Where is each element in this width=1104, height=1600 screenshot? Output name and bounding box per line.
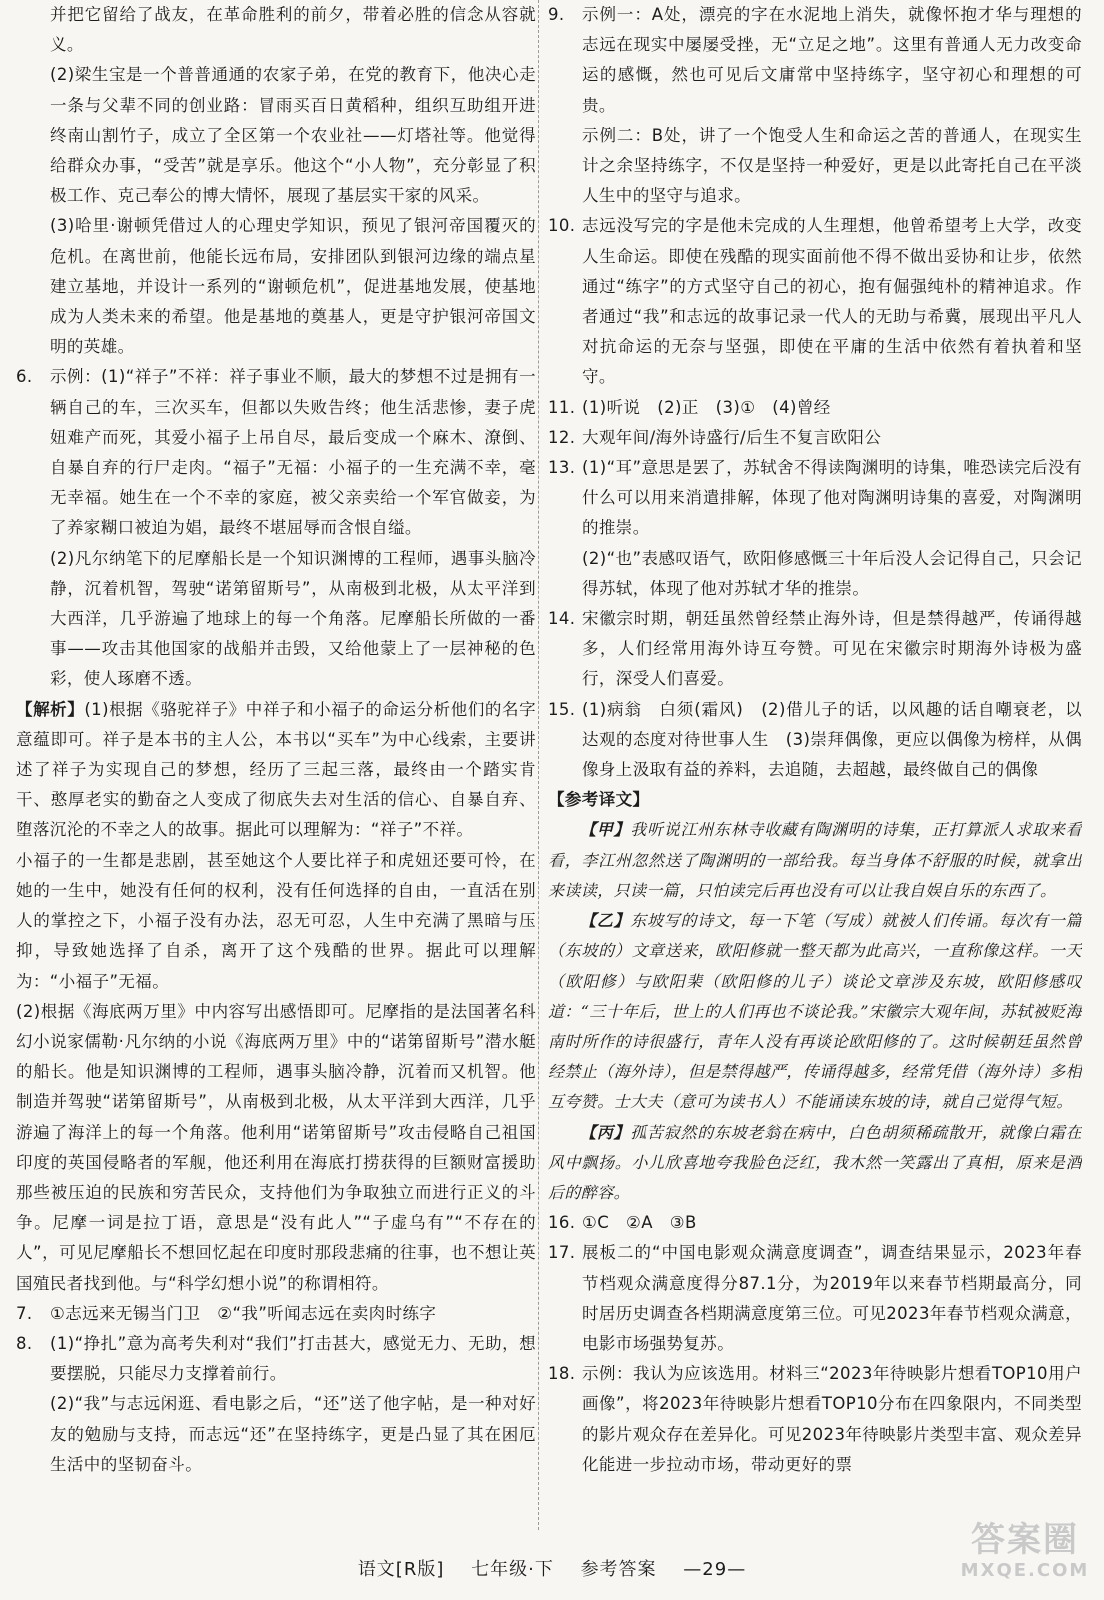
answer-17 [548,1238,1082,1359]
answer-5-part1-tail: 并把它留给了战友，在革命胜利的前夕，带着必胜的信念从容就义。 [50,5,536,55]
answer-6-part1: 示例：(1)“祥子”不祥：祥子事业不顺，最大的梦想不过是拥有一辆自己的车，三次买车，但都以失败告终；他生活悲惨，妻子虎妞难产而死，其爱小福子上吊自尽，最后变成一个麻木、潦倒、自暴自弃的行尸走肉。“福子”无福：小福子的一生充满不幸，毫无幸福。她生在一个不幸的家庭，被父亲卖给一个军官做妾，为了养家糊口被迫为娼，最终不堪屈辱而含恨自缢。 [50,367,536,538]
translation-yi-text: 东坡写的诗文，每一下笔（写成）就被人们传诵。每次有一篇（东坡的）文章送来，欧阳修就一整天都为此高兴，一直称像这样。一天（欧阳修）与欧阳棐（欧阳修的儿子）谈论文章涉及东坡，欧阳修感叹道：“三十年后，世上的人们再也不谈论我。”宋徽宗大观年间，苏轼被贬海南时所作的诗很盛行，青年人没有再谈论欧阳修的了。这时候朝廷虽然曾经禁止（海外诗），但是禁得越严，传诵得越多，经常凭借（海外诗）多相互夸赞。士大夫（意可为读书人）不能诵读东坡的诗，就自己觉得气短。 [548,911,1082,1112]
answer-17-text: 展板二的“中国电影观众满意度调查”，调查结果显示，2023年春节档观众满意度得分87.1分，为2019年以来春节档期最高分，同时居历史调查各档期满意度第三位。可见2023年春节档观众满意，电影市场强势复苏。 [582,1243,1082,1353]
answer-9 [548,0,1082,121]
question-number: 11. [548,397,576,417]
reference-translation-tag: 【参考译文】 [548,790,650,810]
watermark-url: MXQE.COM [960,1560,1090,1581]
answer-9-example2: 示例二：B处，讲了一个饱受人生和命运之苦的普通人，在现实生计之余坚持练字，不仅是坚持一种爱好，更是以此寄托自己在平淡人生中的坚守与追求。 [582,125,1082,206]
answer-9-example1: 示例一：A处，漂亮的字在水泥地上消失，就像怀抱才华与理想的志远在现实中屡屡受挫，无“立足之地”。这里有普通人无力改变命运的感慨，然也可见后文庸常中坚持练字，坚守初心和理想的可贵。 [582,5,1082,115]
answer-10 [548,211,1082,392]
answer-10-text: 志远没写完的字是他未完成的人生理想，他曾希望考上大学，改变人生命运。即使在残酷的现实面前他不得不做出妥协和让步，依然通过“练字”的方式坚守自己的初心，抱有倔强纯朴的精神追求。作者通过“我”和志远的故事记录一代人的无助与希冀，展现出平凡人对抗命运的无奈与坚强，即使在平庸的生活中依然有着执着和坚守。 [582,216,1082,387]
answer-14 [548,604,1082,695]
page-number: —29— [683,1559,747,1580]
question-number: 12. [548,427,576,447]
answer-5-part2: (2)梁生宝是一个普普通通的农家子弟，在党的教育下，他决心走一条与父辈不同的创业路：冒雨买百日黄稻种，组织互助组开进终南山割竹子，成立了全区第一个农业社——灯塔社等。他觉得给群众办事，“受苦”就是享乐。他这个“小人物”，充分彰显了积极工作、克己奉公的博大情怀，展现了基层实干家的风采。 [50,65,536,206]
translation-yi [548,906,1082,1117]
question-number: 15. [548,699,576,719]
watermark-logo [960,1520,1090,1592]
translation-jia-tag: 【甲】 [580,820,631,840]
answer-13-part2: (2)“也”表感叹语气，欧阳修感慨三十年后没人会记得自己，只会记得苏轼，体现了他对苏轼才华的推崇。 [582,548,1082,598]
question-number: 6. [16,367,33,387]
question-number: 13. [548,458,576,478]
footer-subject: 语文[R版] [357,1559,445,1580]
analysis-6-text1: (1)根据《骆驼祥子》中祥子和小福子的命运分析他们的名字意蕴即可。祥子是本书的主人公，本书以“买车”为中心线索，主要讲述了祥子为实现自己的梦想，经历了三起三落，最终由一个踏实肯干、憨厚老实的勤奋之人变成了彻底失去对生活的信心、自暴自弃、堕落沉沦的不幸之人的故事。据此可以理解为：“祥子”不祥。 [16,699,536,840]
answer-7-text: ①志远来无锡当门卫 ②“我”听闻志远在卖肉时练字 [50,1303,437,1323]
answer-8-part1: (1)“挣扎”意为高考失利对“我们”打击甚大，感觉无力、无助，想要摆脱，只能尽力支撑着前行。 [50,1333,536,1384]
answer-18 [548,1359,1082,1480]
analysis-tag: 【解析】 [16,699,85,719]
answer-11-text: (1)听说 (2)正 (3)① (4)曾经 [582,397,831,417]
column-divider [538,0,539,1530]
answer-11 [548,393,1082,423]
answer-5-part3: (3)哈里·谢顿凭借过人的心理史学知识，预见了银河帝国覆灭的危机。在离世前，他能长远布局，安排团队到银河边缘的端点星建立基地，并设计一系列的“谢顿危机”，促进基地发展，使基地成为人类未来的希望。他是基地的奠基人，更是守护银河帝国文明的英雄。 [50,216,536,357]
translation-bing-text: 孤苦寂然的东坡老翁在病中，白色胡须稀疏散开，就像白霜在风中飘扬。小儿欣喜地夸我脸色泛红，我木然一笑露出了真相，原来是酒后的醉容。 [548,1122,1082,1202]
answer-13-part1: (1)“耳”意思是罢了，苏轼舍不得读陶渊明的诗集，唯恐读完后没有什么可以用来消遣排解，体现了他对陶渊明诗集的喜爱，对陶渊明的推崇。 [582,458,1082,538]
question-number: 9. [548,5,565,24]
answer-12 [548,423,1082,453]
answer-8-part2: (2)“我”与志远闲逛、看电影之后，“还”送了他字帖，是一种对好友的勉励与支持，而志远“还”在坚持练字，更是凸显了其在困厄生活中的坚韧奋斗。 [50,1394,536,1474]
translation-yi-tag: 【乙】 [580,911,631,931]
answer-7 [16,1299,536,1329]
footer-label: 参考答案 [580,1559,657,1580]
answer-8 [16,1329,536,1389]
question-number: 8. [16,1333,33,1353]
translation-jia [548,815,1082,906]
question-number: 18. [548,1364,576,1384]
answer-13 [548,453,1082,544]
answer-15-text: (1)病翁 白须(霜风) (2)借儿子的话，以风趣的话自嘲衰老，以达观的态度对待世事人生 (3)崇拜偶像，更应以偶像为榜样，从偶像身上汲取有益的养料，去追随，去超越，最终做自己的偶像 [582,699,1082,780]
question-number: 16. [548,1213,576,1233]
answer-6 [16,362,536,543]
answer-15 [548,695,1082,786]
analysis-6-part2: 小福子的一生都是悲剧，甚至她这个人要比祥子和虎妞还要可怜，在她的一生中，她没有任何的权利，没有任何选择的自由，一直活在别人的掌控之下，小福子没有办法，忍无可忍，人生中充满了黑暗与压抑，导致她选择了自杀，离开了这个残酷的世界。据此可以理解为：“小福子”无福。 [16,850,536,991]
analysis-6-part3: (2)根据《海底两万里》中内容写出感悟即可。尼摩指的是法国著名科幻小说家儒勒·凡尔纳的小说《海底两万里》中的“诺第留斯号”潜水艇的船长。他是知识渊博的工程师，遇事头脑冷静，沉着而又机智。他制造并驾驶“诺第留斯号”，从南极到北极，从太平洋到大西洋，几乎游遍了海洋上的每一个角落。他利用“诺第留斯号”攻击侵略自己祖国印度的英国侵略者的军舰，他还利用在海底打捞获得的巨额财富援助那些被压迫的民族和穷苦民众，支持他们为争取独立而进行正义的斗争。尼摩一词是拉丁语，意思是“没有此人”“子虚乌有”“不存在的人”，可见尼摩船长不想回忆起在印度时那段悲痛的往事，也不想让英国殖民者找到他。与“科学幻想小说”的称谓相符。 [16,1001,536,1293]
page-footer [0,1555,1104,1581]
question-number: 7. [16,1303,33,1323]
footer-grade: 七年级·下 [471,1559,554,1580]
translation-jia-text: 我听说江州东林寺收藏有陶渊明的诗集，正打算派人求取来看看，李江州忽然送了陶渊明的一部给我。每当身体不舒服的时候，就拿出来读读，只读一篇，只怕读完后再也没有可以让我自娱自乐的东西了。 [548,820,1082,900]
answer-18-text: 示例：我认为应该选用。材料三“2023年待映影片想看TOP10用户画像”，将2023年待映影片想看TOP10分布在四象限内，不同类型的影片观众存在差异化。可见2023年待映影片类型丰富、观众差异化能进一步拉动市场，带动更好的票 [582,1364,1082,1474]
left-column [16,0,536,1545]
answer-16-text: ①C ②A ③B [582,1213,697,1233]
answer-16 [548,1208,1082,1238]
translation-bing [548,1118,1082,1209]
answer-14-text: 宋徽宗时期，朝廷虽然曾经禁止海外诗，但是禁得越严，传诵得越多，人们经常用海外诗互夸赞。可见在宋徽宗时期海外诗极为盛行，深受人们喜爱。 [582,609,1082,689]
question-number: 10. [548,216,576,236]
question-number: 14. [548,609,576,629]
analysis-6-part1 [16,695,536,846]
answer-6-part2: (2)凡尔纳笔下的尼摩船长是一个知识渊博的工程师，遇事头脑冷静，沉着机智，驾驶“诺第留斯号”，从南极到北极，从太平洋到大西洋，几乎游遍了地球上的每一个角落。尼摩船长所做的一番事——攻击其他国家的战船并击毁，又给他蒙上了一层神秘的色彩，使人琢磨不透。 [50,548,536,689]
question-number: 17. [548,1243,576,1263]
translation-bing-tag: 【丙】 [580,1122,631,1142]
answer-12-text: 大观年间/海外诗盛行/后生不复言欧阳公 [582,427,882,447]
watermark-text: 答案圈 [971,1520,1079,1560]
right-column [548,0,1082,1545]
